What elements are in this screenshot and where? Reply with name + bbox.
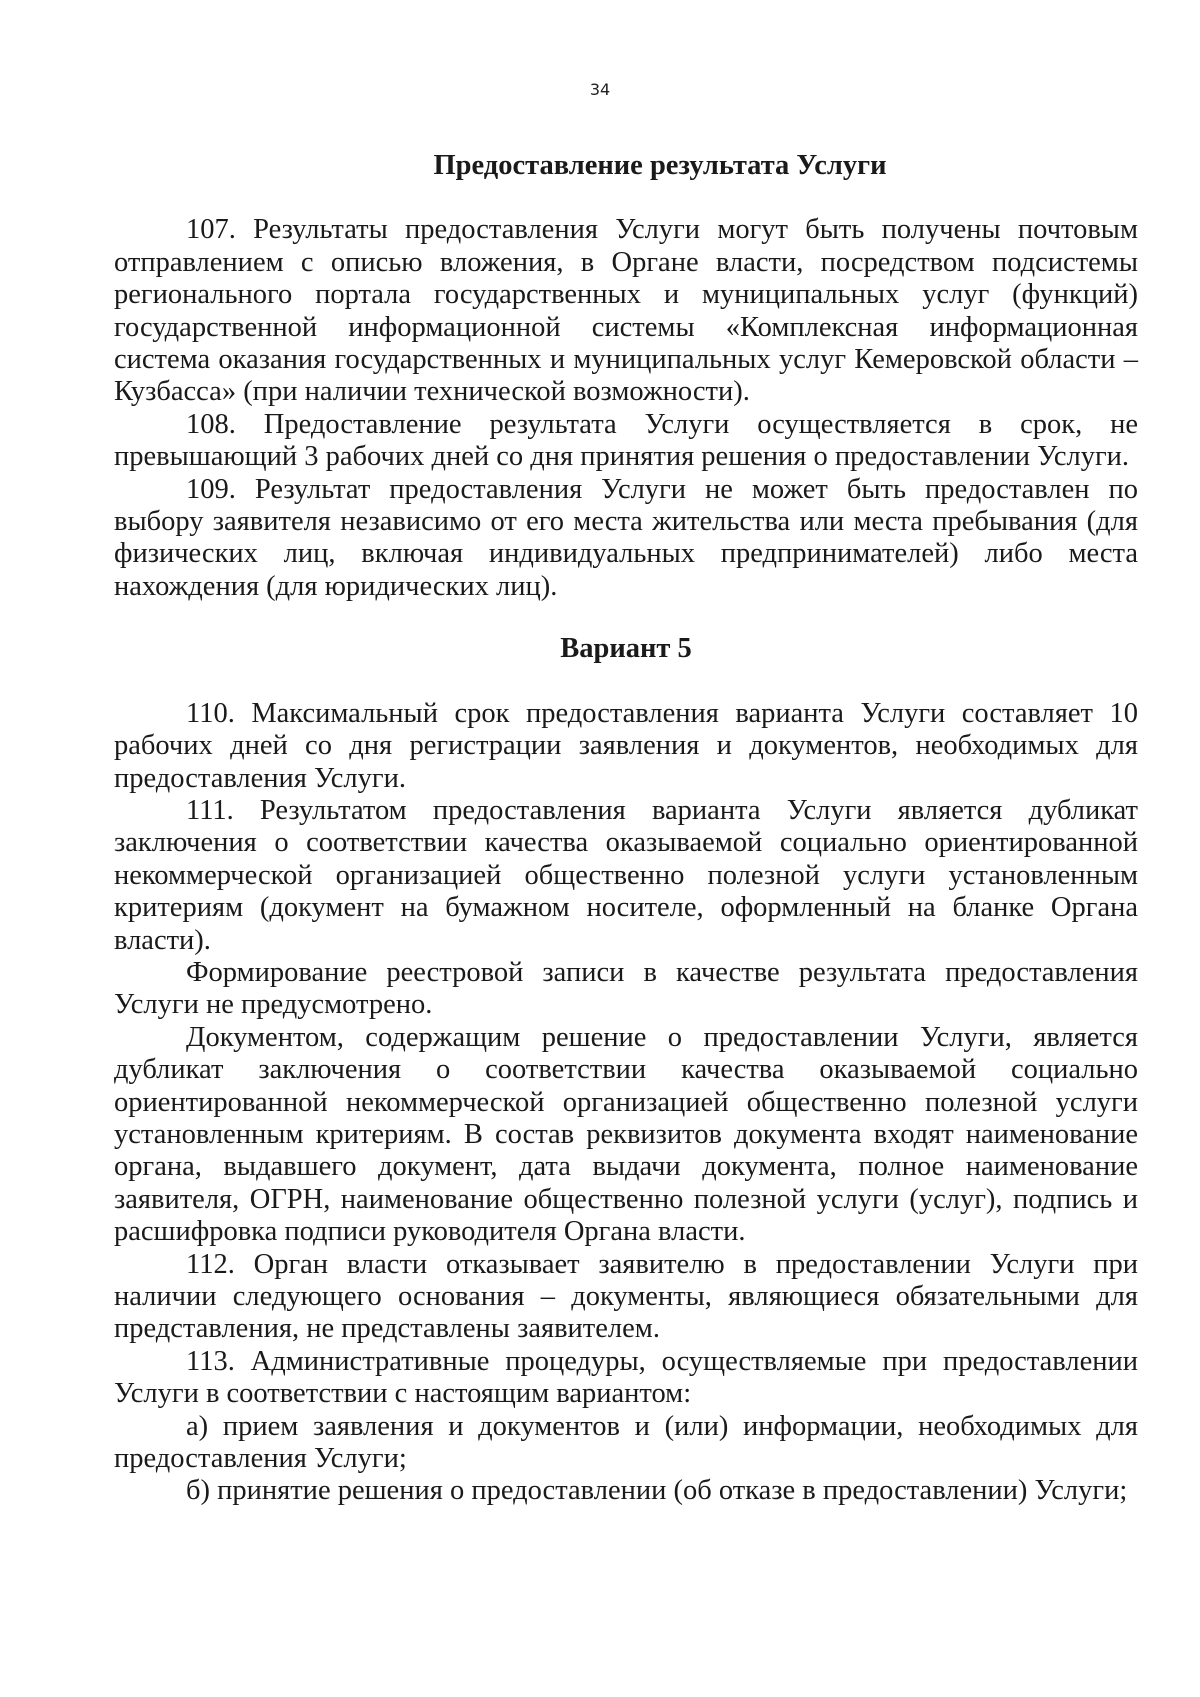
paragraph-108: 108. Предоставление результата Услуги осуществляется в срок, не превышающий 3 рабочих дней со дня принятия решения о предоставлении Услуги. [114,408,1138,473]
paragraph-113: 113. Административные процедуры, осуществляемые при предоставлении Услуги в соответствии с настоящим вариантом: [114,1345,1138,1410]
list-item-b: б) принятие решения о предоставлении (об отказе в предоставлении) Услуги; [186,1475,1128,1507]
page-number: 34 [589,80,611,99]
paragraph-110: 110. Максимальный срок предоставления варианта Услуги составляет 10 рабочих дней со дня регистрации заявления и документов, необходимых для предоставления Услуги. [114,697,1138,794]
document-body [114,150,1138,1508]
paragraph-107: 107. Результаты предоставления Услуги могут быть получены почтовым отправлением с описью вложения, в Органе власти, посредством подсистемы регионального портала государственных и муниципальных услуг (функций) государственной информационной системы «Комплексная информационная система оказания государственных и муниципальных услуг Кемеровской области – Кузбасса» (при наличии технической возможности). [114,214,1138,408]
paragraph-registry-record: Формирование реестровой записи в качестве результата предоставления Услуги не предусмотрено. [114,956,1138,1021]
list-item-a: а) прием заявления и документов и (или) информации, необходимых для предоставления Услуги; [114,1410,1138,1475]
paragraph-112: 112. Орган власти отказывает заявителю в предоставлении Услуги при наличии следующего основания – документы, являющиеся обязательными для представления, не представлены заявителем. [114,1248,1138,1345]
section-heading-variant-5: Вариант 5 [560,633,692,665]
paragraph-decision-document: Документом, содержащим решение о предоставлении Услуги, является дубликат заключения о соответствии качества оказываемой социально ориентированной некоммерческой организацией общественно полезной услуги установленным критериям. В состав реквизитов документа входят наименование органа, выдавшего документ, дата выдачи документа, полное наименование заявителя, ОГРН, наименование общественно полезной услуги (услуг), подпись и расшифровка подписи руководителя Органа власти. [114,1021,1138,1248]
paragraph-111: 111. Результатом предоставления варианта Услуги является дубликат заключения о соответствии качества оказываемой социально ориентированной некоммерческой организацией общественно полезной услуги установленным критериям (документ на бумажном носителе, оформленный на бланке Органа власти). [114,794,1138,956]
paragraph-109: 109. Результат предоставления Услуги не может быть предоставлен по выбору заявителя независимо от его места жительства или места пребывания (для физических лиц, включая индивидуальных предпринимателей) либо места нахождения (для юридических лиц). [114,473,1138,602]
section-heading-result: Предоставление результата Услуги [433,150,887,181]
